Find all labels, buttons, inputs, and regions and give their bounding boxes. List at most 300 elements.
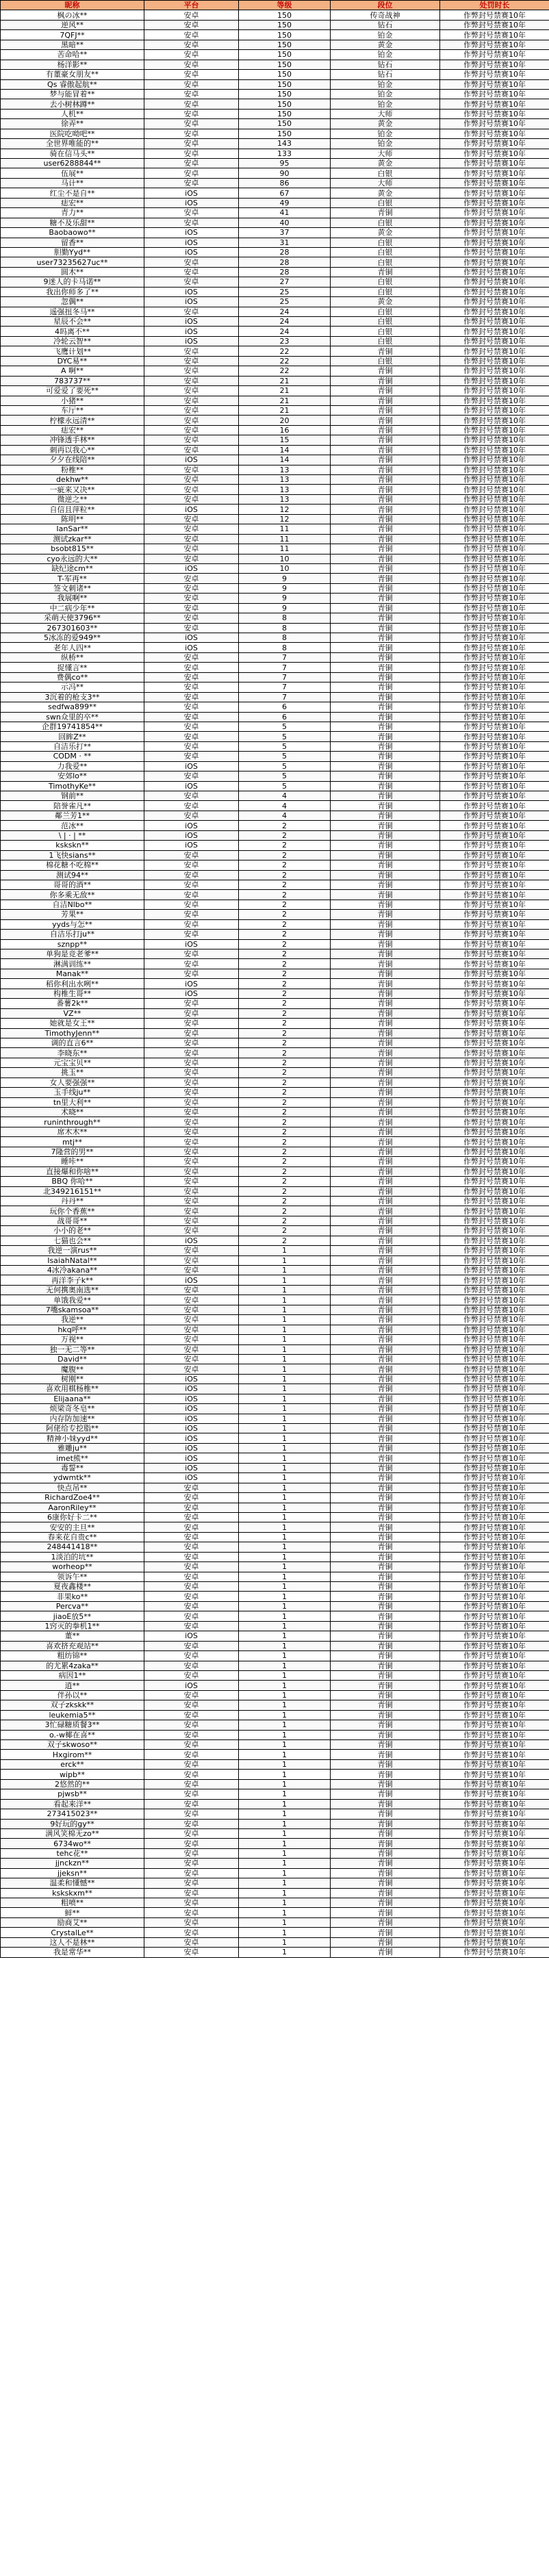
- penalty-cell: 作弊封号禁赛10年: [440, 1779, 549, 1789]
- penalty-cell: 作弊封号禁赛10年: [440, 692, 549, 702]
- penalty-cell: 作弊封号禁赛10年: [440, 821, 549, 830]
- nickname-cell: 夏夜鑫楼**: [1, 1582, 144, 1592]
- penalty-cell: 作弊封号禁赛10年: [440, 1868, 549, 1878]
- penalty-cell: 作弊封号禁赛10年: [440, 1166, 549, 1176]
- rank-cell: 青铜: [331, 544, 440, 554]
- rank-cell: 青铜: [331, 1463, 440, 1472]
- nickname-cell: 飞鹰计划**: [1, 346, 144, 356]
- nickname-cell: 伴孙以**: [1, 1690, 144, 1700]
- platform-cell: 安卓: [144, 712, 239, 722]
- nickname-cell: 伍展**: [1, 168, 144, 178]
- rank-cell: 青铜: [331, 435, 440, 445]
- penalty-cell: 作弊封号禁赛10年: [440, 890, 549, 900]
- platform-cell: 安卓: [144, 1117, 239, 1127]
- table-row: [1, 643, 549, 652]
- rank-cell: 钻石: [331, 70, 440, 79]
- level-cell: 27: [239, 277, 331, 287]
- penalty-cell: 作弊封号禁赛10年: [440, 613, 549, 623]
- level-cell: 2: [239, 969, 331, 978]
- nickname-cell: 直接爆和你啥**: [1, 1166, 144, 1176]
- nickname-cell: \ | · | **: [1, 830, 144, 840]
- platform-cell: 安卓: [144, 376, 239, 385]
- table-row: [1, 139, 549, 149]
- table-row: [1, 722, 549, 731]
- rank-cell: 青铜: [331, 623, 440, 633]
- level-cell: 1: [239, 1908, 331, 1917]
- platform-cell: 安卓: [144, 1295, 239, 1305]
- nickname-cell: 采萌天使3796**: [1, 613, 144, 623]
- platform-cell: 安卓: [144, 1226, 239, 1236]
- level-cell: 150: [239, 89, 331, 99]
- nickname-cell: 番薯2k**: [1, 999, 144, 1008]
- platform-cell: iOS: [144, 247, 239, 257]
- level-cell: 150: [239, 60, 331, 69]
- level-cell: 150: [239, 70, 331, 79]
- platform-cell: 安卓: [144, 900, 239, 909]
- nickname-cell: 签文刺诸**: [1, 583, 144, 593]
- table-row: [1, 168, 549, 178]
- nickname-cell: 逍**: [1, 1681, 144, 1690]
- level-cell: 1: [239, 1443, 331, 1453]
- penalty-cell: 作弊封号禁赛10年: [440, 603, 549, 613]
- table-row: [1, 761, 549, 771]
- platform-cell: 安卓: [144, 1315, 239, 1325]
- nickname-cell: 钢前**: [1, 791, 144, 801]
- penalty-cell: 作弊封号禁赛10年: [440, 1750, 549, 1759]
- platform-cell: 安卓: [144, 692, 239, 702]
- level-cell: 1: [239, 1621, 331, 1631]
- table-row: [1, 771, 549, 781]
- platform-cell: 安卓: [144, 554, 239, 563]
- penalty-cell: 作弊封号禁赛10年: [440, 1720, 549, 1730]
- level-cell: 150: [239, 109, 331, 118]
- nickname-cell: 6734wo**: [1, 1839, 144, 1848]
- rank-cell: 青铜: [331, 524, 440, 534]
- level-cell: 2: [239, 1236, 331, 1245]
- penalty-cell: 作弊封号禁赛10年: [440, 1700, 549, 1710]
- level-cell: 21: [239, 405, 331, 415]
- rank-cell: 青铜: [331, 1848, 440, 1858]
- rank-cell: 青铜: [331, 1592, 440, 1601]
- platform-cell: 安卓: [144, 1582, 239, 1592]
- rank-cell: 青铜: [331, 702, 440, 712]
- level-cell: 1: [239, 1503, 331, 1512]
- platform-cell: 安卓: [144, 652, 239, 662]
- platform-cell: 安卓: [144, 1611, 239, 1621]
- rank-cell: 铂金: [331, 139, 440, 149]
- table-row: [1, 860, 549, 870]
- nickname-cell: 构椎生哥**: [1, 989, 144, 998]
- nickname-cell: 捉懂言**: [1, 663, 144, 672]
- platform-cell: 安卓: [144, 860, 239, 870]
- level-cell: 150: [239, 99, 331, 109]
- table-row: [1, 1681, 549, 1690]
- table-row: [1, 425, 549, 435]
- rank-cell: 青铜: [331, 791, 440, 801]
- level-cell: 2: [239, 1117, 331, 1127]
- level-cell: 24: [239, 307, 331, 316]
- platform-cell: 安卓: [144, 1344, 239, 1354]
- table-row: [1, 356, 549, 366]
- table-row: [1, 1937, 549, 1947]
- level-cell: 1: [239, 1720, 331, 1730]
- penalty-cell: 作弊封号禁赛10年: [440, 1384, 549, 1394]
- level-cell: 1: [239, 1305, 331, 1314]
- table-row: [1, 811, 549, 820]
- nickname-cell: 马计**: [1, 178, 144, 188]
- penalty-cell: 作弊封号禁赛10年: [440, 159, 549, 168]
- platform-cell: 安卓: [144, 1542, 239, 1552]
- level-cell: 9: [239, 594, 331, 603]
- platform-cell: 安卓: [144, 1137, 239, 1147]
- rank-cell: 青铜: [331, 732, 440, 741]
- level-cell: 1: [239, 1453, 331, 1463]
- rank-cell: 青铜: [331, 1433, 440, 1443]
- table-row: [1, 989, 549, 998]
- platform-cell: 安卓: [144, 1898, 239, 1908]
- table-row: [1, 10, 549, 20]
- table-row: [1, 267, 549, 277]
- nickname-cell: 元宝宝贝**: [1, 1058, 144, 1067]
- penalty-cell: 作弊封号禁赛10年: [440, 178, 549, 188]
- rank-cell: 青铜: [331, 1414, 440, 1423]
- level-cell: 11: [239, 534, 331, 544]
- rank-cell: 青铜: [331, 633, 440, 643]
- penalty-cell: 作弊封号禁赛10年: [440, 652, 549, 662]
- penalty-cell: 作弊封号禁赛10年: [440, 1266, 549, 1275]
- level-cell: 16: [239, 425, 331, 435]
- platform-cell: 安卓: [144, 1503, 239, 1512]
- table-row: [1, 198, 549, 207]
- penalty-cell: 作弊封号禁赛10年: [440, 1226, 549, 1236]
- penalty-cell: 作弊封号禁赛10年: [440, 30, 549, 40]
- platform-cell: 安卓: [144, 574, 239, 583]
- nickname-cell: 小猪**: [1, 396, 144, 405]
- level-cell: 21: [239, 386, 331, 396]
- platform-cell: 安卓: [144, 60, 239, 69]
- nickname-cell: 自洁乐打ju**: [1, 930, 144, 939]
- table-row: [1, 791, 549, 801]
- rank-cell: 青铜: [331, 1008, 440, 1018]
- penalty-cell: 作弊封号禁赛10年: [440, 1898, 549, 1908]
- platform-cell: iOS: [144, 238, 239, 247]
- table-row: [1, 1364, 549, 1374]
- nickname-cell: 273415023**: [1, 1809, 144, 1819]
- platform-cell: 安卓: [144, 208, 239, 218]
- nickname-cell: 杨洋影**: [1, 60, 144, 69]
- nickname-cell: 战哥哥**: [1, 1216, 144, 1225]
- table-row: [1, 1335, 549, 1344]
- platform-cell: 安卓: [144, 1147, 239, 1156]
- platform-cell: 安卓: [144, 732, 239, 741]
- penalty-cell: 作弊封号禁赛10年: [440, 1859, 549, 1868]
- nickname-cell: Hxgirom**: [1, 1750, 144, 1759]
- level-cell: 2: [239, 1019, 331, 1028]
- nickname-cell: 夕夕在线陪**: [1, 455, 144, 465]
- table-row: [1, 1108, 549, 1117]
- table-row: [1, 317, 549, 327]
- table-row: [1, 999, 549, 1008]
- platform-cell: 安卓: [144, 1770, 239, 1779]
- penalty-cell: 作弊封号禁赛10年: [440, 208, 549, 218]
- penalty-cell: 作弊封号禁赛10年: [440, 801, 549, 811]
- nickname-cell: 去小树林蹲**: [1, 99, 144, 109]
- rank-cell: 青铜: [331, 594, 440, 603]
- table-row: [1, 1236, 549, 1245]
- level-cell: 1: [239, 1898, 331, 1908]
- penalty-cell: 作弊封号禁赛10年: [440, 336, 549, 346]
- platform-cell: 安卓: [144, 218, 239, 227]
- nickname-cell: 柠檬永远清**: [1, 416, 144, 425]
- rank-cell: 青铜: [331, 1196, 440, 1206]
- penalty-cell: 作弊封号禁赛10年: [440, 1275, 549, 1285]
- platform-cell: iOS: [144, 1631, 239, 1641]
- platform-cell: 安卓: [144, 1166, 239, 1176]
- rank-cell: 青铜: [331, 841, 440, 850]
- level-cell: 1: [239, 1809, 331, 1819]
- rank-cell: 青铜: [331, 1809, 440, 1819]
- platform-cell: iOS: [144, 989, 239, 998]
- table-row: [1, 752, 549, 761]
- nickname-cell: 双子skwoso**: [1, 1740, 144, 1750]
- platform-cell: iOS: [144, 979, 239, 989]
- level-cell: 2: [239, 1038, 331, 1047]
- level-cell: 2: [239, 860, 331, 870]
- penalty-cell: 作弊封号禁赛10年: [440, 1552, 549, 1561]
- nickname-cell: 中二病少年**: [1, 603, 144, 613]
- level-cell: 1: [239, 1730, 331, 1739]
- platform-cell: 安卓: [144, 1789, 239, 1799]
- level-cell: 4: [239, 811, 331, 820]
- penalty-cell: 作弊封号禁赛10年: [440, 1828, 549, 1838]
- nickname-cell: 3沉着的枪支3**: [1, 692, 144, 702]
- nickname-cell: AaronRiley**: [1, 1503, 144, 1512]
- penalty-cell: 作弊封号禁赛10年: [440, 672, 549, 682]
- rank-cell: 黄金: [331, 159, 440, 168]
- table-row: [1, 109, 549, 118]
- table-row: [1, 1750, 549, 1759]
- rank-cell: 白银: [331, 218, 440, 227]
- level-cell: 90: [239, 168, 331, 178]
- rank-cell: 青铜: [331, 1394, 440, 1403]
- rank-cell: 青铜: [331, 416, 440, 425]
- penalty-cell: 作弊封号禁赛10年: [440, 1186, 549, 1196]
- penalty-cell: 作弊封号禁赛10年: [440, 1048, 549, 1058]
- rank-cell: 青铜: [331, 1839, 440, 1848]
- nickname-cell: 刺再以我心**: [1, 445, 144, 455]
- platform-cell: iOS: [144, 1433, 239, 1443]
- penalty-cell: 作弊封号禁赛10年: [440, 1819, 549, 1828]
- rank-cell: 青铜: [331, 1206, 440, 1216]
- rank-cell: 青铜: [331, 603, 440, 613]
- table-row: [1, 910, 549, 919]
- level-cell: 37: [239, 228, 331, 238]
- level-cell: 150: [239, 20, 331, 29]
- rank-cell: 青铜: [331, 1048, 440, 1058]
- level-cell: 2: [239, 830, 331, 840]
- level-cell: 1: [239, 1700, 331, 1710]
- table-row: [1, 159, 549, 168]
- nickname-cell: 七猫也会**: [1, 1236, 144, 1245]
- rank-cell: 铂金: [331, 99, 440, 109]
- level-cell: 2: [239, 939, 331, 949]
- nickname-cell: 我逆一演rus**: [1, 1246, 144, 1255]
- platform-cell: 安卓: [144, 603, 239, 613]
- level-cell: 1: [239, 1859, 331, 1868]
- table-row: [1, 416, 549, 425]
- nickname-cell: 黑暗**: [1, 40, 144, 49]
- platform-cell: 安卓: [144, 435, 239, 445]
- platform-cell: 安卓: [144, 10, 239, 20]
- rank-cell: 青铜: [331, 752, 440, 761]
- penalty-cell: 作弊封号禁赛10年: [440, 554, 549, 563]
- nickname-cell: 测试94**: [1, 870, 144, 880]
- platform-cell: 安卓: [144, 1948, 239, 1957]
- table-row: [1, 257, 549, 267]
- level-cell: 1: [239, 1928, 331, 1937]
- platform-cell: 安卓: [144, 1493, 239, 1503]
- level-cell: 7: [239, 652, 331, 662]
- penalty-cell: 作弊封号禁赛10年: [440, 505, 549, 514]
- rank-cell: 青铜: [331, 1611, 440, 1621]
- penalty-cell: 作弊封号禁赛10年: [440, 752, 549, 761]
- rank-cell: 白银: [331, 238, 440, 247]
- platform-cell: iOS: [144, 1414, 239, 1423]
- penalty-cell: 作弊封号禁赛10年: [440, 1443, 549, 1453]
- rank-cell: 青铜: [331, 939, 440, 949]
- nickname-cell: 逆风**: [1, 20, 144, 29]
- penalty-cell: 作弊封号禁赛10年: [440, 989, 549, 998]
- penalty-cell: 作弊封号禁赛10年: [440, 1335, 549, 1344]
- nickname-cell: 万视**: [1, 1335, 144, 1344]
- platform-cell: 安卓: [144, 919, 239, 929]
- rank-cell: 青铜: [331, 346, 440, 356]
- platform-cell: iOS: [144, 821, 239, 830]
- penalty-cell: 作弊封号禁赛10年: [440, 1424, 549, 1433]
- rank-cell: 青铜: [331, 930, 440, 939]
- rank-cell: 传奇战神: [331, 10, 440, 20]
- table-row: [1, 633, 549, 643]
- rank-cell: 白银: [331, 277, 440, 287]
- penalty-cell: 作弊封号禁赛10年: [440, 1028, 549, 1038]
- platform-cell: 安卓: [144, 1562, 239, 1572]
- level-cell: 1: [239, 1690, 331, 1700]
- platform-cell: 安卓: [144, 1483, 239, 1492]
- level-cell: 1: [239, 1414, 331, 1423]
- penalty-cell: 作弊封号禁赛10年: [440, 257, 549, 267]
- table-row: [1, 1908, 549, 1917]
- rank-cell: 大师: [331, 149, 440, 158]
- rank-cell: 青铜: [331, 741, 440, 751]
- rank-cell: 青铜: [331, 811, 440, 820]
- level-cell: 2: [239, 1097, 331, 1107]
- table-row: [1, 1137, 549, 1147]
- level-cell: 1: [239, 1789, 331, 1799]
- nickname-cell: 有董豪女朋友**: [1, 70, 144, 79]
- penalty-cell: 作弊封号禁赛10年: [440, 139, 549, 149]
- rank-cell: 青铜: [331, 712, 440, 722]
- platform-cell: iOS: [144, 1374, 239, 1383]
- rank-cell: 青铜: [331, 613, 440, 623]
- platform-cell: iOS: [144, 1473, 239, 1483]
- nickname-cell: IsaiahNatal**: [1, 1255, 144, 1265]
- platform-cell: 安卓: [144, 366, 239, 376]
- penalty-cell: 作弊封号禁赛10年: [440, 238, 549, 247]
- nickname-cell: Elijaana**: [1, 1394, 144, 1403]
- nickname-cell: 陪誉雀凡**: [1, 801, 144, 811]
- table-row: [1, 524, 549, 534]
- rank-cell: 青铜: [331, 1285, 440, 1295]
- table-row: [1, 89, 549, 99]
- nickname-cell: 棉花糖不吃棉**: [1, 860, 144, 870]
- rank-cell: 青铜: [331, 1404, 440, 1414]
- platform-cell: 安卓: [144, 445, 239, 455]
- table-row: [1, 850, 549, 860]
- nickname-cell: 可爱爱了要死**: [1, 386, 144, 396]
- rank-cell: 青铜: [331, 1582, 440, 1592]
- level-cell: 6: [239, 702, 331, 712]
- table-row: [1, 1404, 549, 1414]
- table-row: [1, 435, 549, 445]
- platform-cell: 安卓: [144, 1335, 239, 1344]
- rank-cell: 青铜: [331, 465, 440, 474]
- penalty-cell: 作弊封号禁赛10年: [440, 396, 549, 405]
- penalty-cell: 作弊封号禁赛10年: [440, 247, 549, 257]
- level-cell: 13: [239, 494, 331, 504]
- penalty-cell: 作弊封号禁赛10年: [440, 1542, 549, 1552]
- penalty-cell: 作弊封号禁赛10年: [440, 485, 549, 494]
- nickname-cell: 励商艾**: [1, 1917, 144, 1927]
- rank-cell: 白银: [331, 327, 440, 336]
- platform-cell: 安卓: [144, 1266, 239, 1275]
- rank-cell: 青铜: [331, 405, 440, 415]
- table-row: [1, 890, 549, 900]
- table-row: [1, 1344, 549, 1354]
- penalty-cell: 作弊封号禁赛10年: [440, 1206, 549, 1216]
- level-cell: 1: [239, 1661, 331, 1670]
- penalty-cell: 作弊封号禁赛10年: [440, 228, 549, 238]
- rank-cell: 青铜: [331, 1157, 440, 1166]
- platform-cell: 安卓: [144, 1809, 239, 1819]
- platform-cell: 安卓: [144, 663, 239, 672]
- platform-cell: 安卓: [144, 524, 239, 534]
- table-row: [1, 1028, 549, 1038]
- nickname-cell: 魔腹**: [1, 1364, 144, 1374]
- penalty-cell: 作弊封号禁赛10年: [440, 1038, 549, 1047]
- platform-cell: 安卓: [144, 1325, 239, 1334]
- nickname-cell: 9迷人的卡马诺**: [1, 277, 144, 287]
- penalty-cell: 作弊封号禁赛10年: [440, 1463, 549, 1472]
- rank-cell: 青铜: [331, 1344, 440, 1354]
- nickname-cell: 挑玉**: [1, 1068, 144, 1077]
- level-cell: 1: [239, 1335, 331, 1344]
- table-row: [1, 188, 549, 198]
- nickname-cell: 青力**: [1, 208, 144, 218]
- nickname-cell: 自洁Nlbo**: [1, 900, 144, 909]
- level-cell: 14: [239, 445, 331, 455]
- rank-cell: 青铜: [331, 969, 440, 978]
- table-row: [1, 1424, 549, 1433]
- rank-cell: 铂金: [331, 50, 440, 60]
- level-cell: 49: [239, 198, 331, 207]
- level-cell: 1: [239, 1848, 331, 1858]
- platform-cell: 安卓: [144, 1058, 239, 1067]
- level-cell: 2: [239, 1137, 331, 1147]
- nickname-cell: mtj**: [1, 1137, 144, 1147]
- rank-cell: 青铜: [331, 761, 440, 771]
- nickname-cell: sedfwa899**: [1, 702, 144, 712]
- level-cell: 2: [239, 910, 331, 919]
